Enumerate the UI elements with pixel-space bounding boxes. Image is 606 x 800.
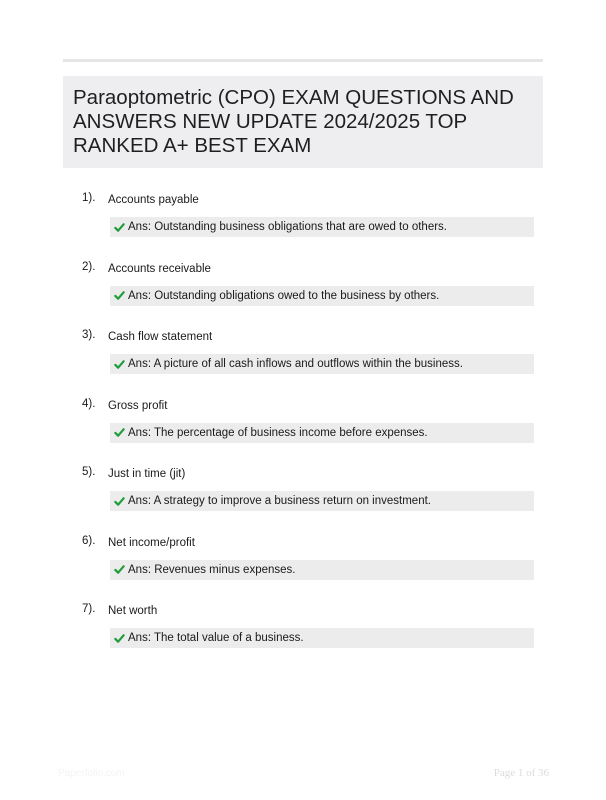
answer-text: Ans: The percentage of business income before expenses. xyxy=(128,426,428,439)
qa-item xyxy=(0,602,606,671)
footer-watermark: Paperfolio.com xyxy=(58,768,125,779)
qa-item xyxy=(0,465,606,534)
answer-text: Ans: Outstanding business obligations that are owed to others. xyxy=(128,221,448,233)
page-title: Paraoptometric (CPO) EXAM QUESTIONS AND ANSWERS NEW UPDATE 2024/2025 TOP RANKED A+ BEST EXAM xyxy=(73,86,514,157)
page-number: Page 1 of 36 xyxy=(493,767,549,779)
answer-text: Ans: Revenues minus expenses. xyxy=(128,563,296,576)
qa-list xyxy=(0,191,606,671)
question-number: 7). xyxy=(82,603,96,615)
answer-text: Ans: The total value of a business. xyxy=(128,632,304,644)
answer-box xyxy=(110,286,534,306)
check-icon xyxy=(114,564,125,575)
answer-box xyxy=(110,354,534,374)
question-term: Just in time (jit) xyxy=(108,468,186,480)
question-term: Accounts receivable xyxy=(108,262,211,275)
answer-box xyxy=(110,628,534,648)
question-number: 6). xyxy=(82,534,96,547)
question-term: Gross profit xyxy=(108,399,168,412)
answer-text: Ans: A strategy to improve a business return on investment. xyxy=(128,495,431,507)
qa-item xyxy=(0,534,606,603)
question-term: Cash flow statement xyxy=(108,331,213,343)
top-divider xyxy=(63,59,543,62)
question-term: Net income/profit xyxy=(108,536,195,549)
title-banner xyxy=(63,76,543,168)
qa-item xyxy=(0,397,606,466)
question-term: Net worth xyxy=(108,605,158,617)
check-icon xyxy=(114,633,125,644)
answer-box xyxy=(110,560,534,580)
answer-box xyxy=(110,217,534,237)
question-number: 2). xyxy=(82,260,96,273)
question-term: Accounts payable xyxy=(108,194,199,206)
check-icon xyxy=(114,290,125,301)
check-icon xyxy=(114,496,125,507)
question-number: 4). xyxy=(82,397,96,410)
question-number: 1). xyxy=(82,192,96,204)
check-icon xyxy=(114,427,125,438)
answer-box xyxy=(110,491,534,511)
qa-item xyxy=(0,328,606,397)
answer-box xyxy=(110,423,534,443)
question-number: 3). xyxy=(82,329,96,341)
check-icon xyxy=(114,222,125,233)
answer-text: Ans: A picture of all cash inflows and outflows within the business. xyxy=(128,358,463,370)
answer-text: Ans: Outstanding obligations owed to the business by others. xyxy=(128,289,440,302)
qa-item xyxy=(0,191,606,260)
question-number: 5). xyxy=(82,466,96,478)
check-icon xyxy=(114,359,125,370)
qa-item xyxy=(0,260,606,329)
